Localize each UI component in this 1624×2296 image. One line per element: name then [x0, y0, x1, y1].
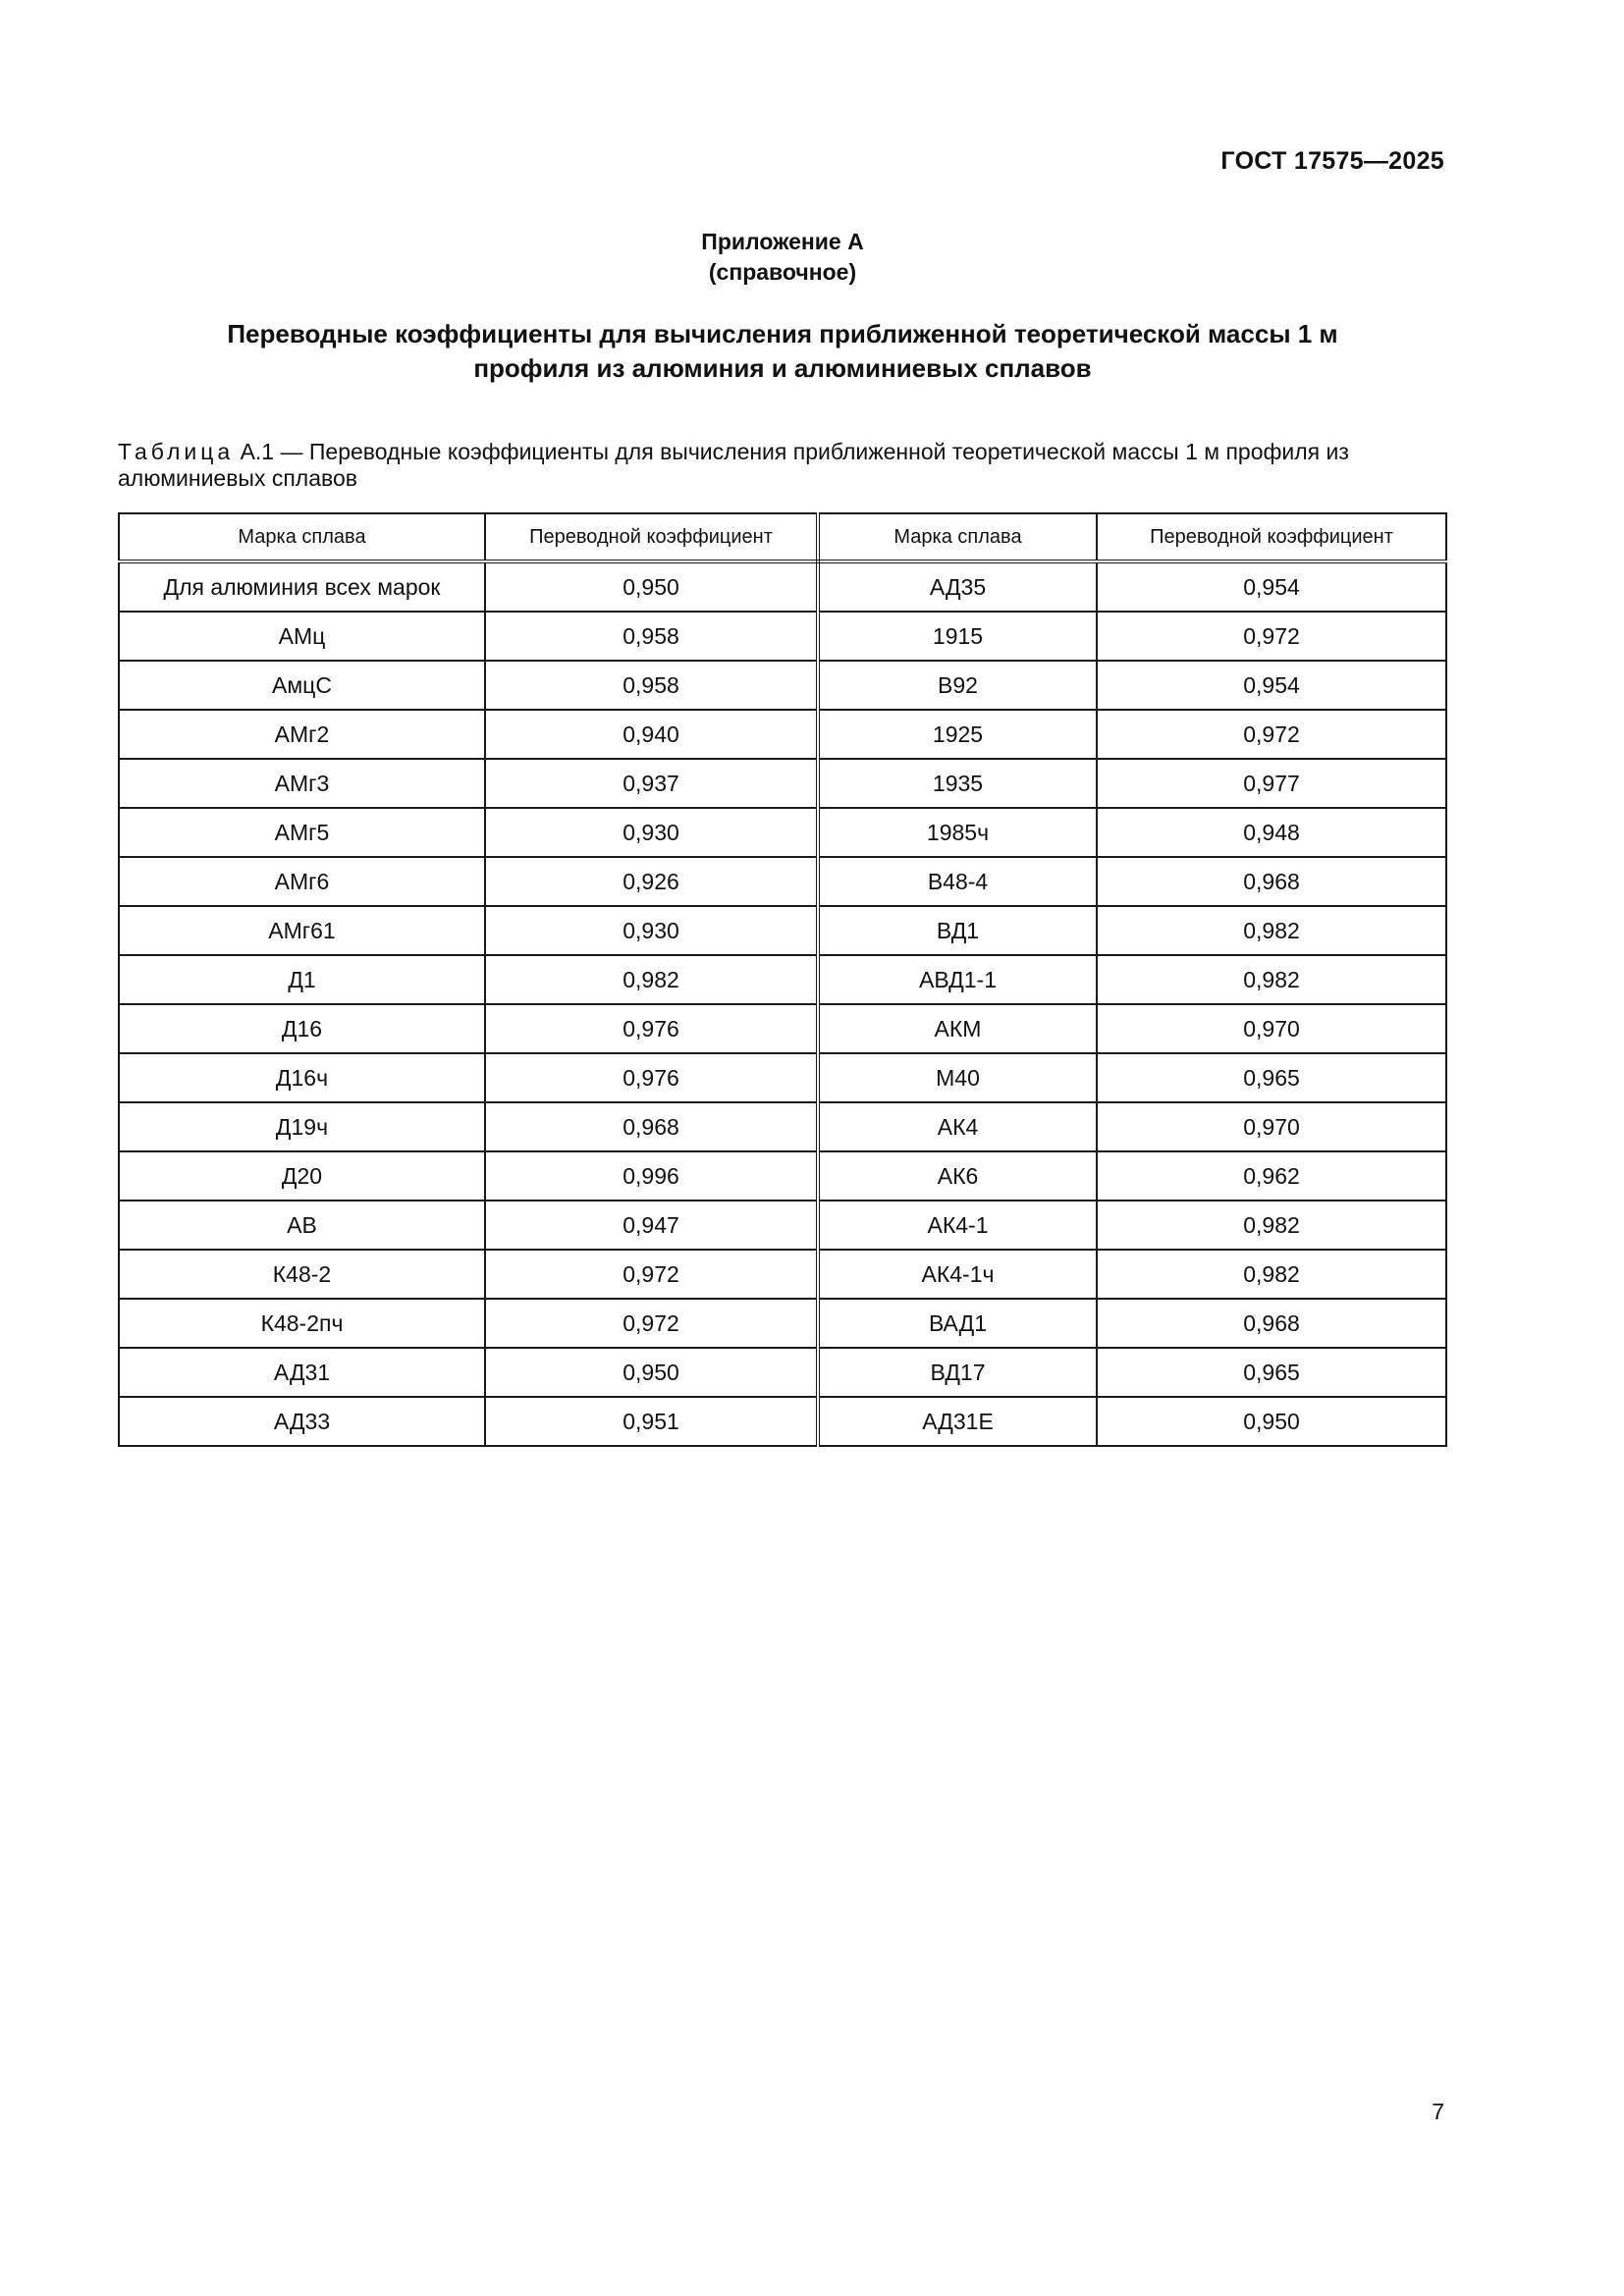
cell-coefficient-right: 0,950	[1097, 1397, 1446, 1446]
table-row	[119, 1151, 1446, 1201]
cell-coefficient-right: 0,982	[1097, 1250, 1446, 1299]
cell-alloy-grade-left: Д1	[119, 955, 485, 1004]
table-row	[119, 1004, 1446, 1053]
table-row	[119, 710, 1446, 759]
cell-alloy-grade-right: АК4-1	[818, 1201, 1097, 1250]
cell-coefficient-right: 0,968	[1097, 857, 1446, 906]
column-header-coefficient-right: Переводной коэффициент	[1097, 513, 1446, 561]
section-title-line-2: профиля из алюминия и алюминиевых сплавов	[473, 353, 1092, 383]
cell-alloy-grade-left: АВ	[119, 1201, 485, 1250]
cell-coefficient-left: 0,930	[485, 808, 818, 857]
cell-alloy-grade-left: К48-2	[119, 1250, 485, 1299]
cell-coefficient-left: 0,950	[485, 561, 818, 612]
document-code: ГОСТ 17575—2025	[1220, 147, 1444, 175]
cell-alloy-grade-right: В92	[818, 661, 1097, 710]
cell-coefficient-right: 0,972	[1097, 710, 1446, 759]
cell-coefficient-right: 0,968	[1097, 1299, 1446, 1348]
cell-alloy-grade-left: АМг3	[119, 759, 485, 808]
cell-coefficient-right: 0,970	[1097, 1004, 1446, 1053]
section-title	[118, 317, 1447, 386]
table-row	[119, 1250, 1446, 1299]
cell-coefficient-left: 0,951	[485, 1397, 818, 1446]
table-row	[119, 906, 1446, 955]
cell-coefficient-right: 0,977	[1097, 759, 1446, 808]
cell-alloy-grade-left: АмцС	[119, 661, 485, 710]
page-number: 7	[1432, 2099, 1444, 2124]
table-header-row	[119, 513, 1446, 561]
cell-alloy-grade-right: 1915	[818, 612, 1097, 661]
cell-coefficient-right: 0,954	[1097, 561, 1446, 612]
cell-coefficient-right: 0,982	[1097, 1201, 1446, 1250]
column-header-alloy-grade-left: Марка сплава	[119, 513, 485, 561]
cell-coefficient-right: 0,982	[1097, 955, 1446, 1004]
cell-alloy-grade-right: ВД17	[818, 1348, 1097, 1397]
cell-coefficient-right: 0,948	[1097, 808, 1446, 857]
cell-coefficient-left: 0,937	[485, 759, 818, 808]
cell-alloy-grade-right: АД35	[818, 561, 1097, 612]
cell-coefficient-left: 0,947	[485, 1201, 818, 1250]
table-row	[119, 955, 1446, 1004]
cell-coefficient-left: 0,958	[485, 661, 818, 710]
cell-coefficient-left: 0,972	[485, 1299, 818, 1348]
appendix-heading	[0, 227, 1565, 288]
conversion-coefficients-table	[118, 512, 1447, 1447]
cell-alloy-grade-left: Д20	[119, 1151, 485, 1201]
cell-alloy-grade-right: 1985ч	[818, 808, 1097, 857]
cell-coefficient-left: 0,958	[485, 612, 818, 661]
table-row	[119, 759, 1446, 808]
cell-alloy-grade-left: Д16ч	[119, 1053, 485, 1102]
cell-coefficient-right: 0,972	[1097, 612, 1446, 661]
cell-alloy-grade-right: АВД1-1	[818, 955, 1097, 1004]
cell-coefficient-left: 0,982	[485, 955, 818, 1004]
cell-alloy-grade-left: Для алюминия всех марок	[119, 561, 485, 612]
cell-coefficient-right: 0,965	[1097, 1053, 1446, 1102]
cell-alloy-grade-right: АКМ	[818, 1004, 1097, 1053]
table-row	[119, 561, 1446, 612]
cell-alloy-grade-right: ВД1	[818, 906, 1097, 955]
table-row	[119, 1201, 1446, 1250]
cell-coefficient-left: 0,950	[485, 1348, 818, 1397]
cell-alloy-grade-left: Д19ч	[119, 1102, 485, 1151]
section-title-line-1: Переводные коэффициенты для вычисления приближенной теоретической массы 1 м	[227, 319, 1338, 348]
table-row	[119, 1102, 1446, 1151]
cell-coefficient-right: 0,954	[1097, 661, 1446, 710]
cell-coefficient-left: 0,926	[485, 857, 818, 906]
cell-alloy-grade-left: К48-2пч	[119, 1299, 485, 1348]
cell-coefficient-left: 0,972	[485, 1250, 818, 1299]
cell-alloy-grade-right: АК6	[818, 1151, 1097, 1201]
cell-alloy-grade-right: ВАД1	[818, 1299, 1097, 1348]
cell-coefficient-right: 0,982	[1097, 906, 1446, 955]
cell-coefficient-left: 0,930	[485, 906, 818, 955]
table-header	[119, 513, 1446, 561]
cell-coefficient-right: 0,965	[1097, 1348, 1446, 1397]
cell-alloy-grade-left: АД31	[119, 1348, 485, 1397]
cell-alloy-grade-right: АД31Е	[818, 1397, 1097, 1446]
cell-alloy-grade-right: В48-4	[818, 857, 1097, 906]
cell-coefficient-left: 0,940	[485, 710, 818, 759]
table-row	[119, 808, 1446, 857]
cell-alloy-grade-left: АМг6	[119, 857, 485, 906]
cell-alloy-grade-left: АМг2	[119, 710, 485, 759]
table-row	[119, 612, 1446, 661]
cell-alloy-grade-left: АМг5	[119, 808, 485, 857]
column-header-coefficient-left: Переводной коэффициент	[485, 513, 818, 561]
cell-alloy-grade-left: АМг61	[119, 906, 485, 955]
appendix-title: Приложение А	[701, 229, 864, 254]
table-body	[119, 561, 1446, 1446]
cell-coefficient-right: 0,962	[1097, 1151, 1446, 1201]
cell-coefficient-left: 0,976	[485, 1004, 818, 1053]
cell-alloy-grade-left: Д16	[119, 1004, 485, 1053]
table-row	[119, 1397, 1446, 1446]
cell-alloy-grade-right: АК4	[818, 1102, 1097, 1151]
table-row	[119, 1053, 1446, 1102]
cell-alloy-grade-right: М40	[818, 1053, 1097, 1102]
cell-alloy-grade-left: АД33	[119, 1397, 485, 1446]
table-caption-label: Таблица	[118, 439, 235, 464]
table-caption-text: А.1 — Переводные коэффициенты для вычисления приближенной теоретической массы 1 м профиля из алюминиевых сплавов	[118, 439, 1349, 491]
appendix-subtitle: (справочное)	[708, 259, 857, 285]
table-caption	[118, 439, 1453, 492]
cell-coefficient-left: 0,968	[485, 1102, 818, 1151]
cell-alloy-grade-right: 1925	[818, 710, 1097, 759]
cell-alloy-grade-right: АК4-1ч	[818, 1250, 1097, 1299]
cell-alloy-grade-right: 1935	[818, 759, 1097, 808]
cell-coefficient-left: 0,976	[485, 1053, 818, 1102]
table-row	[119, 1299, 1446, 1348]
cell-alloy-grade-left: АМц	[119, 612, 485, 661]
table-row	[119, 661, 1446, 710]
table-row	[119, 1348, 1446, 1397]
cell-coefficient-right: 0,970	[1097, 1102, 1446, 1151]
cell-coefficient-left: 0,996	[485, 1151, 818, 1201]
table-row	[119, 857, 1446, 906]
column-header-alloy-grade-right: Марка сплава	[818, 513, 1097, 561]
